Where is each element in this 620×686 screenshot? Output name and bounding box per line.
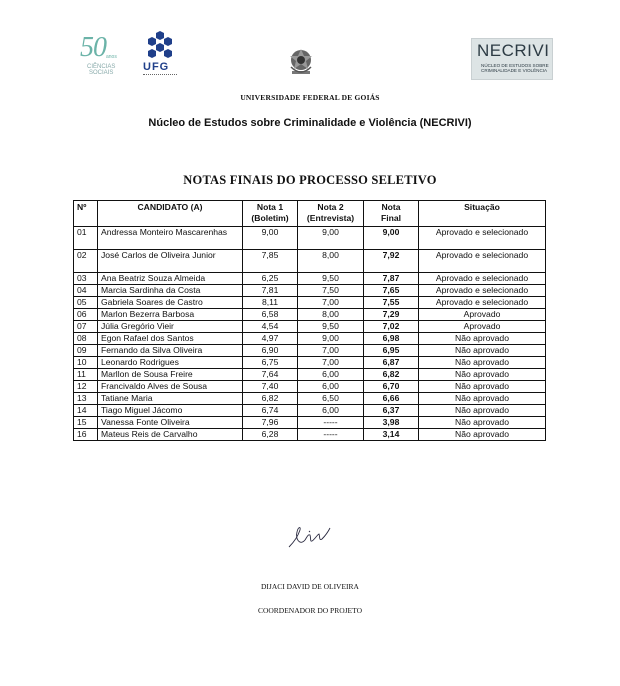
row-num: 07 <box>74 321 98 333</box>
row-num: 05 <box>74 297 98 309</box>
row-num: 06 <box>74 309 98 321</box>
row-nota2: 6,00 <box>298 369 364 381</box>
nucleus-name: Núcleo de Estudos sobre Criminalidade e Violência (NECRIVI) <box>148 117 472 129</box>
row-situation: Não aprovado <box>419 333 546 345</box>
row-situation: Não aprovado <box>419 393 546 405</box>
table-row <box>74 405 546 417</box>
row-name: Júlia Gregório Vieir <box>98 321 243 333</box>
header-nota2: Nota 2 (Entrevista) <box>298 201 364 227</box>
row-nota1: 6,74 <box>243 405 298 417</box>
row-num: 12 <box>74 381 98 393</box>
logo-50-number: 50 <box>80 32 106 63</box>
row-nota2: 6,00 <box>298 381 364 393</box>
row-nota2: 7,00 <box>298 357 364 369</box>
row-num: 15 <box>74 417 98 429</box>
table-row <box>74 357 546 369</box>
table-row <box>74 345 546 357</box>
header-num: Nº <box>74 201 98 227</box>
document-title: NOTAS FINAIS DO PROCESSO SELETIVO <box>183 173 437 187</box>
ufg-logo <box>140 30 180 80</box>
row-name: Marcia Sardinha da Costa <box>98 285 243 297</box>
row-nota1: 4,54 <box>243 321 298 333</box>
logo-50-anos: anos <box>106 54 117 60</box>
row-nota1: 6,58 <box>243 309 298 321</box>
row-name: Marllon de Sousa Freire <box>98 369 243 381</box>
row-name: Gabriela Soares de Castro <box>98 297 243 309</box>
row-num: 03 <box>74 273 98 285</box>
row-final: 7,87 <box>364 273 419 285</box>
row-nota2: 7,50 <box>298 285 364 297</box>
row-num: 11 <box>74 369 98 381</box>
row-final: 6,37 <box>364 405 419 417</box>
row-name: Fernando da Silva Oliveira <box>98 345 243 357</box>
row-final: 7,02 <box>364 321 419 333</box>
row-nota1: 6,28 <box>243 429 298 441</box>
row-nota2: ----- <box>298 429 364 441</box>
row-nota2: 7,00 <box>298 297 364 309</box>
row-final: 6,87 <box>364 357 419 369</box>
row-situation: Não aprovado <box>419 405 546 417</box>
row-nota1: 7,85 <box>243 250 298 273</box>
row-name: Mateus Reis de Carvalho <box>98 429 243 441</box>
row-final: 3,14 <box>364 429 419 441</box>
row-name: Marlon Bezerra Barbosa <box>98 309 243 321</box>
ufg-logo-text: UFG <box>143 61 170 73</box>
table-row <box>74 309 546 321</box>
row-num: 02 <box>74 250 98 273</box>
row-situation: Não aprovado <box>419 369 546 381</box>
table-row <box>74 333 546 345</box>
necrivi-logo <box>471 38 553 80</box>
row-name: José Carlos de Oliveira Junior <box>98 250 243 273</box>
row-nota2: 6,50 <box>298 393 364 405</box>
row-num: 09 <box>74 345 98 357</box>
brasil-coat-of-arms-icon <box>287 47 315 77</box>
necrivi-logo-title: NECRIVI <box>477 41 550 60</box>
row-situation: Não aprovado <box>419 357 546 369</box>
handwritten-signature <box>286 522 332 552</box>
row-nota2: ----- <box>298 417 364 429</box>
row-name: Tatiane Maria <box>98 393 243 405</box>
row-nota1: 6,75 <box>243 357 298 369</box>
row-nota1: 7,96 <box>243 417 298 429</box>
ciencias-sociais-50-anos-logo <box>76 32 124 78</box>
table-row <box>74 227 546 250</box>
row-situation: Aprovado e selecionado <box>419 297 546 309</box>
header-nota1: Nota 1 (Boletim) <box>243 201 298 227</box>
table-row <box>74 381 546 393</box>
row-name: Tiago Miguel Jácomo <box>98 405 243 417</box>
table-header-row <box>74 201 546 227</box>
row-final: 6,95 <box>364 345 419 357</box>
row-nota2: 9,50 <box>298 321 364 333</box>
row-situation: Aprovado e selecionado <box>419 250 546 273</box>
row-nota2: 7,00 <box>298 345 364 357</box>
signatory-role: COORDENADOR DO PROJETO <box>257 606 363 615</box>
row-nota1: 6,90 <box>243 345 298 357</box>
header-situation: Situação <box>419 201 546 227</box>
row-nota2: 9,00 <box>298 227 364 250</box>
row-num: 01 <box>74 227 98 250</box>
row-situation: Não aprovado <box>419 345 546 357</box>
table-row <box>74 321 546 333</box>
ufg-hexagon-icon <box>144 30 176 58</box>
row-name: Leonardo Rodrigues <box>98 357 243 369</box>
row-final: 6,98 <box>364 333 419 345</box>
table-row <box>74 285 546 297</box>
row-final: 7,55 <box>364 297 419 309</box>
row-final: 7,65 <box>364 285 419 297</box>
row-num: 08 <box>74 333 98 345</box>
row-num: 10 <box>74 357 98 369</box>
row-name: Andressa Monteiro Mascarenhas <box>98 227 243 250</box>
row-final: 3,98 <box>364 417 419 429</box>
table-row <box>74 297 546 309</box>
table-row <box>74 393 546 405</box>
row-name: Vanessa Fonte Oliveira <box>98 417 243 429</box>
row-nota1: 8,11 <box>243 297 298 309</box>
table-row <box>74 250 546 273</box>
signatory-name: DIJACI DAVID DE OLIVEIRA <box>261 582 359 591</box>
row-num: 04 <box>74 285 98 297</box>
university-name: UNIVERSIDADE FEDERAL DE GOIÁS <box>240 93 380 102</box>
header-candidate: CANDIDATO (A) <box>98 201 243 227</box>
row-situation: Não aprovado <box>419 381 546 393</box>
ufg-logo-subline <box>143 74 177 78</box>
row-situation: Aprovado <box>419 321 546 333</box>
row-nota1: 7,40 <box>243 381 298 393</box>
row-final: 6,70 <box>364 381 419 393</box>
row-num: 14 <box>74 405 98 417</box>
row-final: 7,29 <box>364 309 419 321</box>
row-situation: Aprovado e selecionado <box>419 273 546 285</box>
row-nota2: 9,00 <box>298 333 364 345</box>
row-situation: Aprovado <box>419 309 546 321</box>
row-num: 16 <box>74 429 98 441</box>
table-row <box>74 429 546 441</box>
row-nota2: 8,00 <box>298 250 364 273</box>
row-situation: Aprovado e selecionado <box>419 227 546 250</box>
table-row <box>74 273 546 285</box>
row-nota1: 9,00 <box>243 227 298 250</box>
row-final: 7,92 <box>364 250 419 273</box>
row-nota2: 8,00 <box>298 309 364 321</box>
row-nota1: 6,82 <box>243 393 298 405</box>
table-row <box>74 417 546 429</box>
row-num: 13 <box>74 393 98 405</box>
row-nota1: 4,97 <box>243 333 298 345</box>
table-row <box>74 369 546 381</box>
row-situation: Aprovado e selecionado <box>419 285 546 297</box>
row-nota1: 7,81 <box>243 285 298 297</box>
row-nota1: 6,25 <box>243 273 298 285</box>
row-final: 6,66 <box>364 393 419 405</box>
logo-50-caption: CIÊNCIAS SOCIAIS <box>87 64 116 76</box>
row-nota2: 6,00 <box>298 405 364 417</box>
header-final: Nota Final <box>364 201 419 227</box>
row-name: Ana Beatriz Souza Almeida <box>98 273 243 285</box>
row-final: 6,82 <box>364 369 419 381</box>
necrivi-logo-subtitle: NÚCLEO DE ESTUDOS SOBRE CRIMINALIDADE E VIOLÊNCIA <box>481 63 549 73</box>
grades-table <box>73 200 546 441</box>
row-final: 9,00 <box>364 227 419 250</box>
row-name: Francivaldo Alves de Sousa <box>98 381 243 393</box>
row-situation: Não aprovado <box>419 429 546 441</box>
row-name: Egon Rafael dos Santos <box>98 333 243 345</box>
row-situation: Não aprovado <box>419 417 546 429</box>
row-nota1: 7,64 <box>243 369 298 381</box>
row-nota2: 9,50 <box>298 273 364 285</box>
